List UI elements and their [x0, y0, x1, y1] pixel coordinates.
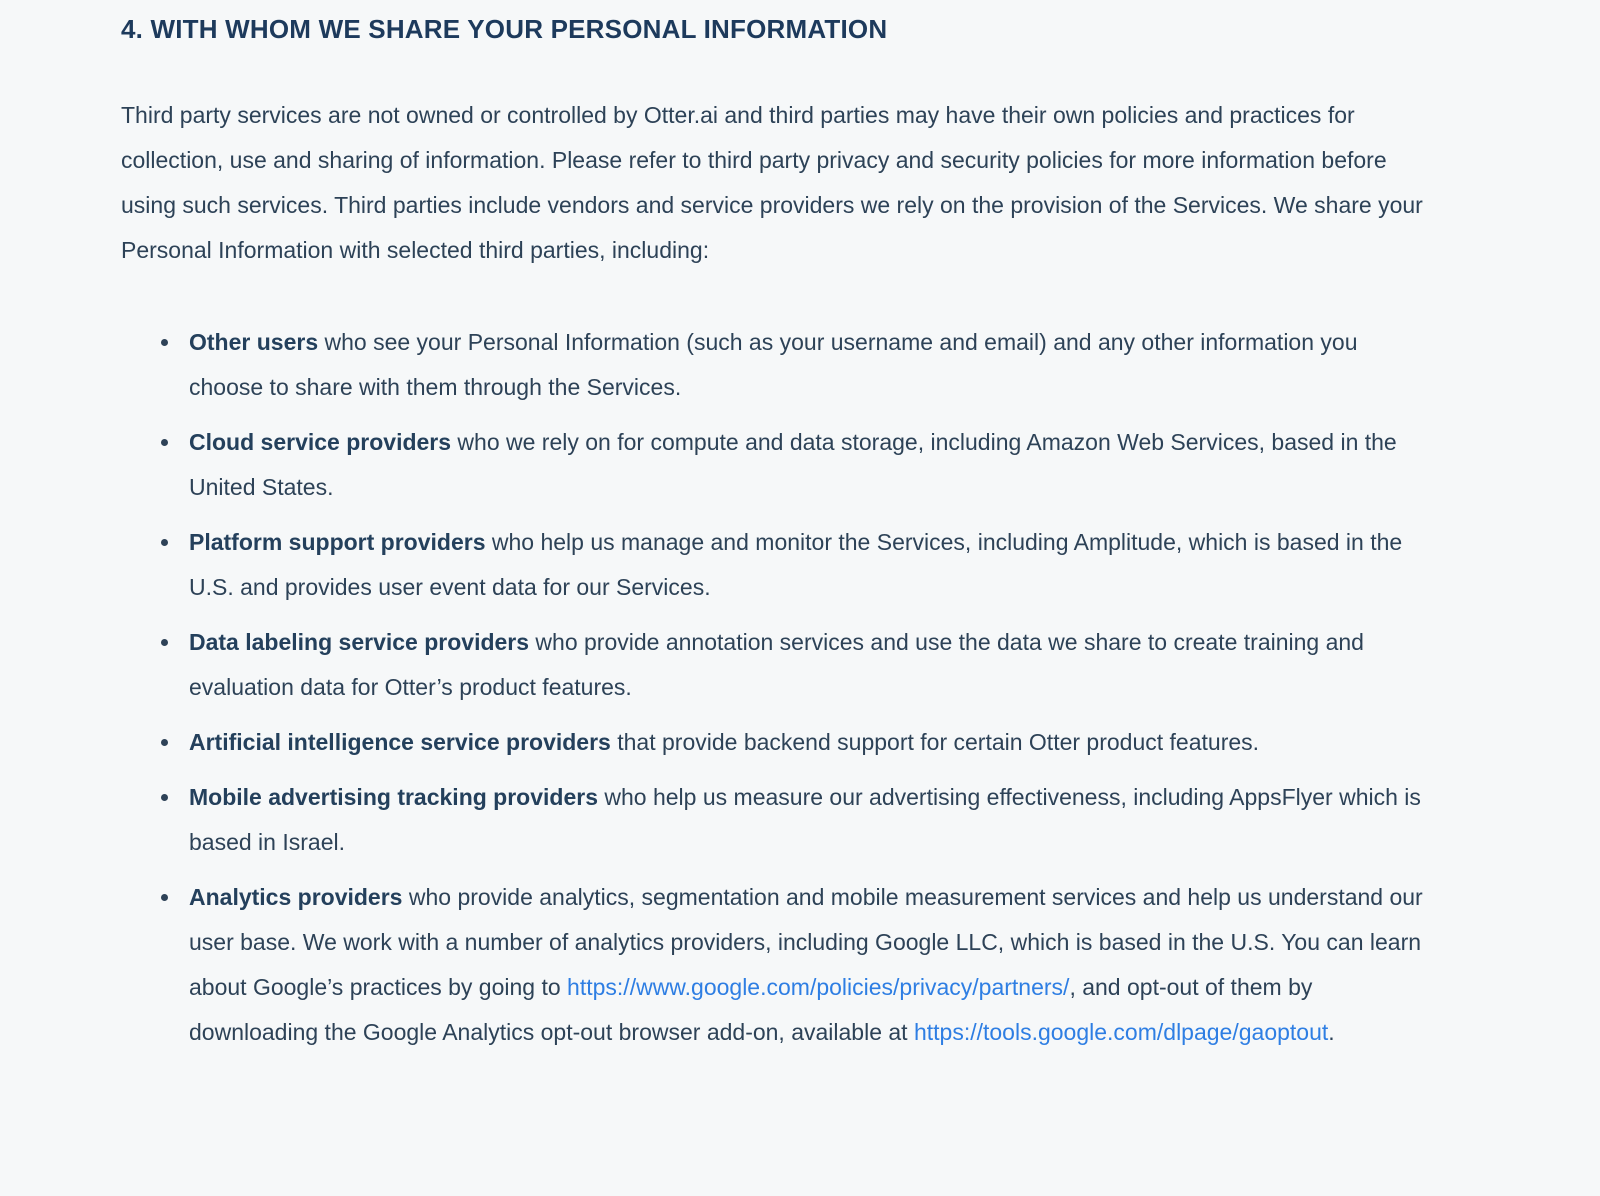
- list-item-text: who provide analytics, segmentation and mobile measurement services and help us understand our user base. We work with a number of analytics providers, including Google LLC, which is based in the U.S. You can learn about Google’s practices by going to: [189, 884, 1423, 1000]
- list-item-data-labeling-providers: [161, 620, 1433, 710]
- section-heading: 4. WITH WHOM WE SHARE YOUR PERSONAL INFORMATION: [121, 14, 888, 44]
- list-item-text: who help us manage and monitor the Services, including Amplitude, which is based in the U.S. and provides user event data for our Services.: [189, 529, 1403, 600]
- list-item-text: who we rely on for compute and data storage, including Amazon Web Services, based in the United States.: [189, 429, 1397, 500]
- list-item-lead: Artificial intelligence service providers: [189, 729, 611, 755]
- list-item-lead: Analytics providers: [189, 884, 403, 910]
- list-item-mobile-ad-tracking-providers: [161, 775, 1433, 865]
- list-item-cloud-service-providers: [161, 420, 1433, 510]
- list-item-analytics-providers: [161, 875, 1433, 1055]
- list-item-other-users: [161, 320, 1433, 410]
- list-item-lead: Cloud service providers: [189, 429, 452, 455]
- third-party-list: [121, 320, 1433, 1055]
- list-item-platform-support-providers: [161, 520, 1433, 610]
- list-item-text: who see your Personal Information (such as your username and email) and any other information you choose to share with them through the Services.: [189, 329, 1358, 400]
- list-item-lead: Other users: [189, 329, 319, 355]
- list-item-text: .: [1328, 1019, 1335, 1045]
- list-item-text: , and opt-out of them by downloading the Google Analytics opt-out browser add-on, available at: [189, 974, 1313, 1045]
- google-privacy-partners-link[interactable]: https://www.google.com/policies/privacy/partners/: [567, 974, 1070, 1000]
- list-item-lead: Mobile advertising tracking providers: [189, 784, 598, 810]
- list-item-text: who provide annotation services and use the data we share to create training and evaluation data for Otter’s product features.: [189, 629, 1364, 700]
- privacy-section: [121, 0, 1433, 1055]
- list-item-ai-service-providers: [161, 720, 1433, 765]
- google-analytics-optout-link[interactable]: https://tools.google.com/dlpage/gaoptout: [913, 1019, 1329, 1045]
- intro-paragraph: Third party services are not owned or controlled by Otter.ai and third parties may have their own policies and practices for collection, use and sharing of information. Please refer to third party privacy and security policies for more information before using such services. Third parties include vendors and service providers we rely on the provision of the Services. We share your Personal Information with selected third parties, including:: [121, 102, 1423, 263]
- list-item-text: who help us measure our advertising effectiveness, including AppsFlyer which is based in Israel.: [189, 784, 1421, 855]
- list-item-text: that provide backend support for certain Otter product features.: [610, 729, 1260, 755]
- list-item-lead: Data labeling service providers: [189, 629, 530, 655]
- list-item-lead: Platform support providers: [189, 529, 486, 555]
